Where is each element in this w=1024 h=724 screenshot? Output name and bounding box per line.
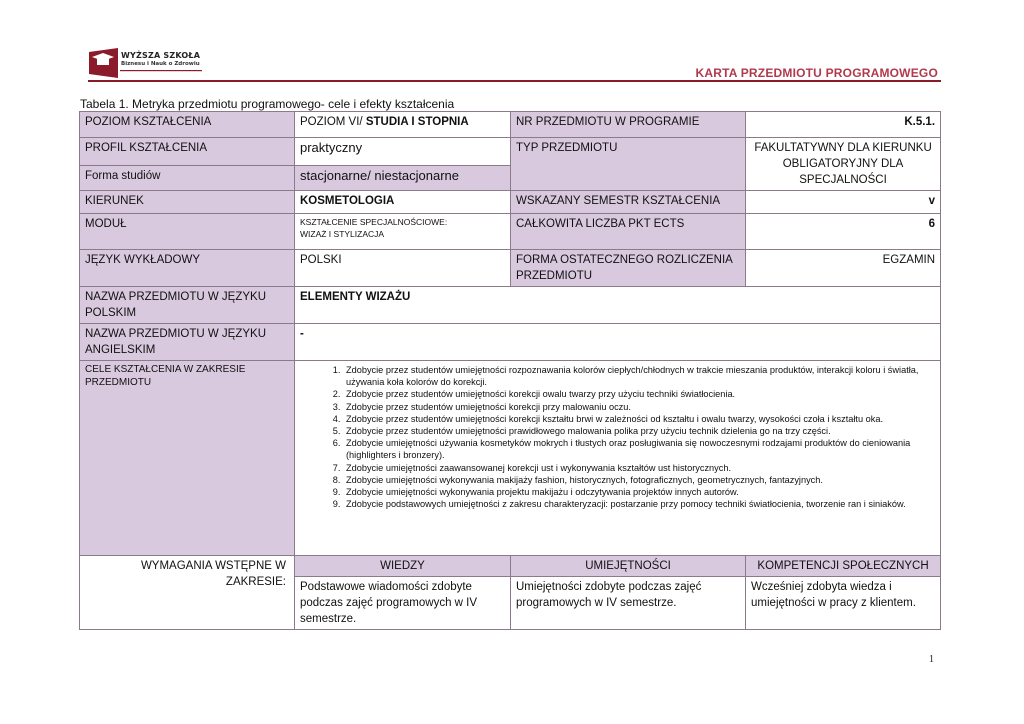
profil-value: praktyczny bbox=[295, 138, 511, 166]
typ-label: TYP PRZEDMIOTU bbox=[511, 138, 746, 191]
goal-item: 7. Zdobycie umiejętności zaawansowanej korekcji ust i wykonywania kształtów ust historycznych. bbox=[343, 462, 925, 474]
cele-label: CELE KSZTAŁCENIA W ZAKRESIE PRZEDMIOTU bbox=[80, 361, 295, 556]
wiedzy-value: Podstawowe wiadomości zdobyte podczas zajęć programowych w IV semestrze. bbox=[295, 577, 511, 630]
goals-cell bbox=[295, 361, 941, 556]
poziom-value bbox=[295, 112, 511, 138]
goal-item: 6. Zdobycie umiejętności używania kosmetyków mokrych i tłustych oraz posługiwania się nowoczesnymi rodzajami produktów do cieniowania (highlighters i bronzery). bbox=[343, 437, 925, 461]
jezyk-label: JĘZYK WYKŁADOWY bbox=[80, 250, 295, 287]
profil-label: PROFIL KSZTAŁCENIA bbox=[80, 138, 295, 166]
goal-item: 2. Zdobycie przez studentów umiejętności korekcji owalu twarzy przy użyciu techniki światłocienia. bbox=[343, 388, 925, 400]
ects-value: 6 bbox=[746, 214, 941, 250]
jezyk-value: POLSKI bbox=[295, 250, 511, 287]
rozliczenie-value: EGZAMIN bbox=[746, 250, 941, 287]
logo-line-2: Biznesu i Nauk o Zdrowiu bbox=[121, 61, 200, 67]
semestr-label: WSKAZANY SEMESTR KSZTAŁCENIA bbox=[511, 191, 746, 214]
document-title: KARTA PRZEDMIOTU PROGRAMOWEGO bbox=[695, 66, 938, 80]
nazwa-pl-label: NAZWA PRZEDMIOTU W JĘZYKU POLSKIM bbox=[80, 287, 295, 324]
goal-item: 9. Zdobycie umiejętności wykonywania projektu makijażu i odczytywania projektów innych autorów. bbox=[343, 486, 925, 498]
course-metadata-table bbox=[79, 111, 941, 630]
umiejetnosci-value: Umiejętności zdobyte podczas zajęć programowych w IV semestrze. bbox=[511, 577, 746, 630]
nazwa-en-value: - bbox=[295, 324, 941, 361]
forma-value: stacjonarne/ niestacjonarne bbox=[295, 166, 511, 191]
goal-item: 5. Zdobycie przez studentów umiejętności prawidłowego malowania polika przy użyciu technik dzielenia go na trzy części. bbox=[343, 425, 925, 437]
ects-label: CAŁKOWITA LICZBA PKT ECTS bbox=[511, 214, 746, 250]
row-requirements-header bbox=[80, 556, 941, 577]
poziom-value-prefix: POZIOM VI/ bbox=[300, 116, 366, 128]
row-modul bbox=[80, 214, 941, 250]
row-cele bbox=[80, 361, 941, 556]
nr-value: K.5.1. bbox=[746, 112, 941, 138]
poziom-label: POZIOM KSZTAŁCENIA bbox=[80, 112, 295, 138]
kierunek-label: KIERUNEK bbox=[80, 191, 295, 214]
table-caption: Tabela 1. Metryka przedmiotu programowego- cele i efekty kształcenia bbox=[80, 97, 455, 111]
school-logo-text bbox=[121, 52, 200, 68]
goal-item: 3. Zdobycie przez studentów umiejętności korekcji przy malowaniu oczu. bbox=[343, 401, 925, 413]
nazwa-en-label: NAZWA PRZEDMIOTU W JĘZYKU ANGIELSKIM bbox=[80, 324, 295, 361]
wiedzy-header: WIEDZY bbox=[295, 556, 511, 577]
row-profil bbox=[80, 138, 941, 166]
row-jezyk bbox=[80, 250, 941, 287]
semestr-value: v bbox=[746, 191, 941, 214]
kierunek-value: KOSMETOLOGIA bbox=[295, 191, 511, 214]
poziom-value-bold: STUDIA I STOPNIA bbox=[365, 116, 469, 128]
nazwa-pl-value: ELEMENTY WIZAŻU bbox=[295, 287, 941, 324]
goal-item: 8. Zdobycie umiejętności wykonywania makijaży fashion, historycznych, fotograficznych, geometrycznych, fantazyjnych. bbox=[343, 474, 925, 486]
logo-line-1: WYŻSZA SZKOŁA bbox=[121, 51, 201, 60]
row-poziom bbox=[80, 112, 941, 138]
goal-item: 9. Zdobycie podstawowych umiejętności z zakresu charakteryzacji: postarzanie przy pomocy techniki światłocienia, tworzenie ran i siniaków. bbox=[343, 498, 925, 510]
kompetencji-value: Wcześniej zdobyta wiedza i umiejętności w pracy z klientem. bbox=[746, 577, 941, 630]
header-divider bbox=[88, 80, 941, 82]
row-kierunek bbox=[80, 191, 941, 214]
nr-label: NR PRZEDMIOTU W PROGRAMIE bbox=[511, 112, 746, 138]
kompetencji-header: KOMPETENCJI SPOŁECZNYCH bbox=[746, 556, 941, 577]
umiejetnosci-header: UMIEJĘTNOŚCI bbox=[511, 556, 746, 577]
typ-value-line-1: FAKULTATYWNY DLA KIERUNKU bbox=[754, 142, 932, 154]
rozliczenie-label: FORMA OSTATECZNEGO ROZLICZENIA PRZEDMIOTU bbox=[511, 250, 746, 287]
goal-item: 1. Zdobycie przez studentów umiejętności rozpoznawania kolorów ciepłych/chłodnych w trakcie mieszania produktów, interakcji koloru i światła, używania koła kolorów do korekcji. bbox=[343, 364, 925, 388]
row-nazwa-pl bbox=[80, 287, 941, 324]
row-nazwa-en bbox=[80, 324, 941, 361]
modul-label: MODUŁ bbox=[80, 214, 295, 250]
modul-value bbox=[295, 214, 511, 250]
goal-item: 4. Zdobycie przez studentów umiejętności korekcji kształtu brwi w zależności od kształtu i owalu twarzy, wysokości czoła i kształtu oka. bbox=[343, 413, 925, 425]
typ-value-line-2: OBLIGATORYJNY DLA SPECJALNOŚCI bbox=[782, 158, 904, 186]
modul-value-line-2: WIZAŻ I STYLIZACJA bbox=[300, 229, 385, 239]
requirements-label: WYMAGANIA WSTĘPNE W ZAKRESIE: bbox=[80, 556, 295, 630]
page-number: 1 bbox=[929, 654, 934, 665]
typ-value bbox=[746, 138, 941, 191]
forma-label: Forma studiów bbox=[80, 166, 295, 191]
goals-list bbox=[300, 363, 935, 510]
modul-value-line-1: KSZTAŁCENIE SPECJALNOŚCIOWE: bbox=[300, 217, 448, 227]
